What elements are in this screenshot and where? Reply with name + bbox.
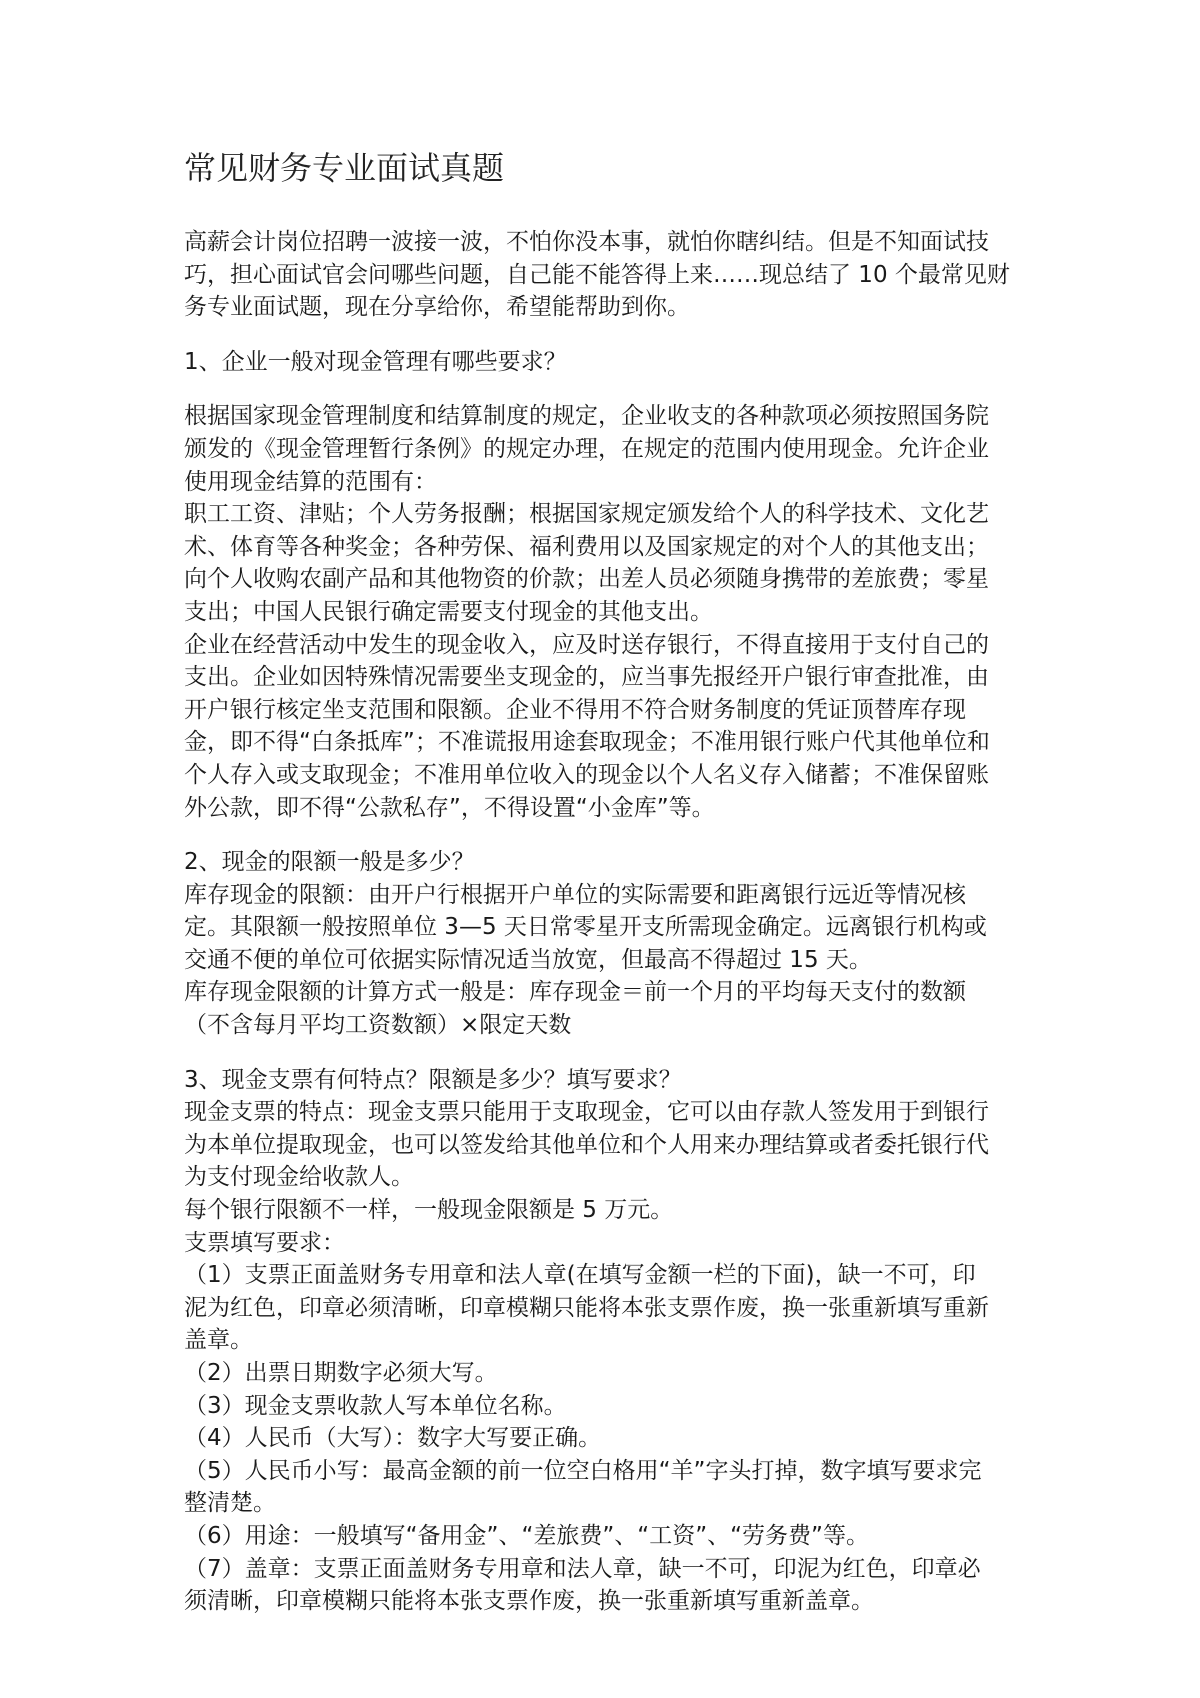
text-line: 现金支票的特点：现金支票只能用于支取现金，它可以由存款人签发用于到银行 — [184, 1099, 989, 1126]
text-line: 为本单位提取现金，也可以签发给其他单位和个人用来办理结算或者委托银行代 — [184, 1131, 989, 1158]
section-question-1 — [184, 346, 1034, 824]
text-line: 企业在经营活动中发生的现金收入，应及时送存银行，不得直接用于支付自己的 — [184, 631, 989, 658]
text-line: （5）人民币小写：最高金额的前一位空白格用“羊”字头打掉，数字填写要求完 — [184, 1457, 982, 1484]
text-line: 库存现金限额的计算方式一般是：库存现金＝前一个月的平均每天支付的数额 — [184, 979, 966, 1006]
text-line: 使用现金结算的范围有： — [184, 468, 437, 495]
answer-block — [184, 400, 1034, 824]
text-line: （不含每月平均工资数额）×限定天数 — [184, 1012, 572, 1039]
text-line: 务专业面试题，现在分享给你，希望能帮助到你。 — [184, 294, 690, 321]
text-line: 颁发的《现金管理暂行条例》的规定办理，在规定的范围内使用现金。允许企业 — [184, 435, 989, 462]
text-line: 交通不便的单位可依据实际情况适当放宽，但最高不得超过 15 天。 — [184, 946, 872, 973]
text-line: （4）人民币（大写）：数字大写要正确。 — [184, 1425, 602, 1452]
text-line: 须清晰，印章模糊只能将本张支票作废，换一张重新填写重新盖章。 — [184, 1588, 874, 1615]
text-line: 外公款，即不得“公款私存”，不得设置“小金库”等。 — [184, 794, 715, 821]
text-line: （7）盖章：支票正面盖财务专用章和法人章，缺一不可，印泥为红色，印章必 — [184, 1555, 981, 1582]
text-line: 根据国家现金管理制度和结算制度的规定，企业收支的各种款项必须按照国务院 — [184, 403, 989, 430]
text-line: （2）出票日期数字必须大写。 — [184, 1360, 498, 1386]
text-line: 职工工资、津贴；个人劳务报酬；根据国家规定颁发给个人的科学技术、文化艺 — [184, 501, 989, 528]
question-heading: 2、现金的限额一般是多少？ — [184, 849, 475, 876]
question-heading: 1、企业一般对现金管理有哪些要求？ — [184, 348, 567, 375]
text-line: 高薪会计岗位招聘一波接一波，不怕你没本事，就怕你瞎纠结。但是不知面试技 — [184, 229, 989, 255]
text-line: 库存现金的限额：由开户行根据开户单位的实际需要和距离银行远近等情况核 — [184, 881, 966, 908]
text-line: 术、体育等各种奖金；各种劳保、福利费用以及国家规定的对个人的其他支出； — [184, 533, 989, 560]
text-line: （3）现金支票收款人写本单位名称。 — [184, 1392, 567, 1419]
text-line: 盖章。 — [184, 1327, 253, 1354]
text-line: 整清楚。 — [184, 1490, 276, 1517]
text-line: 支出。企业如因特殊情况需要坐支现金的，应当事先报经开户银行审查批准，由 — [184, 664, 989, 691]
text-line: 泥为红色，印章必须清晰，印章模糊只能将本张支票作废，换一张重新填写重新 — [184, 1294, 989, 1321]
text-line: 向个人收购农副产品和其他物资的价款；出差人员必须随身携带的差旅费；零星 — [184, 566, 989, 593]
text-line: 巧，担心面试官会问哪些问题，自己能不能答得上来……现总结了 10 个最常见财 — [184, 261, 1010, 288]
text-line: 每个银行限额不一样，一般现金限额是 5 万元。 — [184, 1197, 674, 1224]
document-body — [184, 226, 1034, 1618]
text-line: 定。其限额一般按照单位 3—5 天日常零星开支所需现金确定。远离银行机构或 — [184, 914, 987, 941]
text-line: 为支付现金给收款人。 — [184, 1164, 414, 1191]
text-line: 支票填写要求： — [184, 1229, 345, 1256]
section-question-2 — [184, 846, 1034, 1042]
section-question-3 — [184, 1064, 1034, 1618]
text-line: 开户银行核定坐支范围和限额。企业不得用不符合财务制度的凭证顶替库存现 — [184, 696, 966, 723]
text-line: 个人存入或支取现金；不准用单位收入的现金以个人名义存入储蓄；不准保留账 — [184, 761, 989, 788]
text-line: 金，即不得“白条抵库”；不准谎报用途套取现金；不准用银行账户代其他单位和 — [184, 729, 990, 756]
document-title: 常见财务专业面试真题 — [184, 149, 505, 187]
text-line: （6）用途：一般填写“备用金”、“差旅费”、“工资”、“劳务费”等。 — [184, 1522, 869, 1549]
text-line: 支出；中国人民银行确定需要支付现金的其他支出。 — [184, 598, 713, 625]
intro-paragraph — [184, 226, 1034, 324]
question-heading: 3、现金支票有何特点？限额是多少？填写要求？ — [184, 1066, 682, 1093]
text-line: （1）支票正面盖财务专用章和法人章(在填写金额一栏的下面)，缺一不可，印 — [184, 1262, 976, 1289]
